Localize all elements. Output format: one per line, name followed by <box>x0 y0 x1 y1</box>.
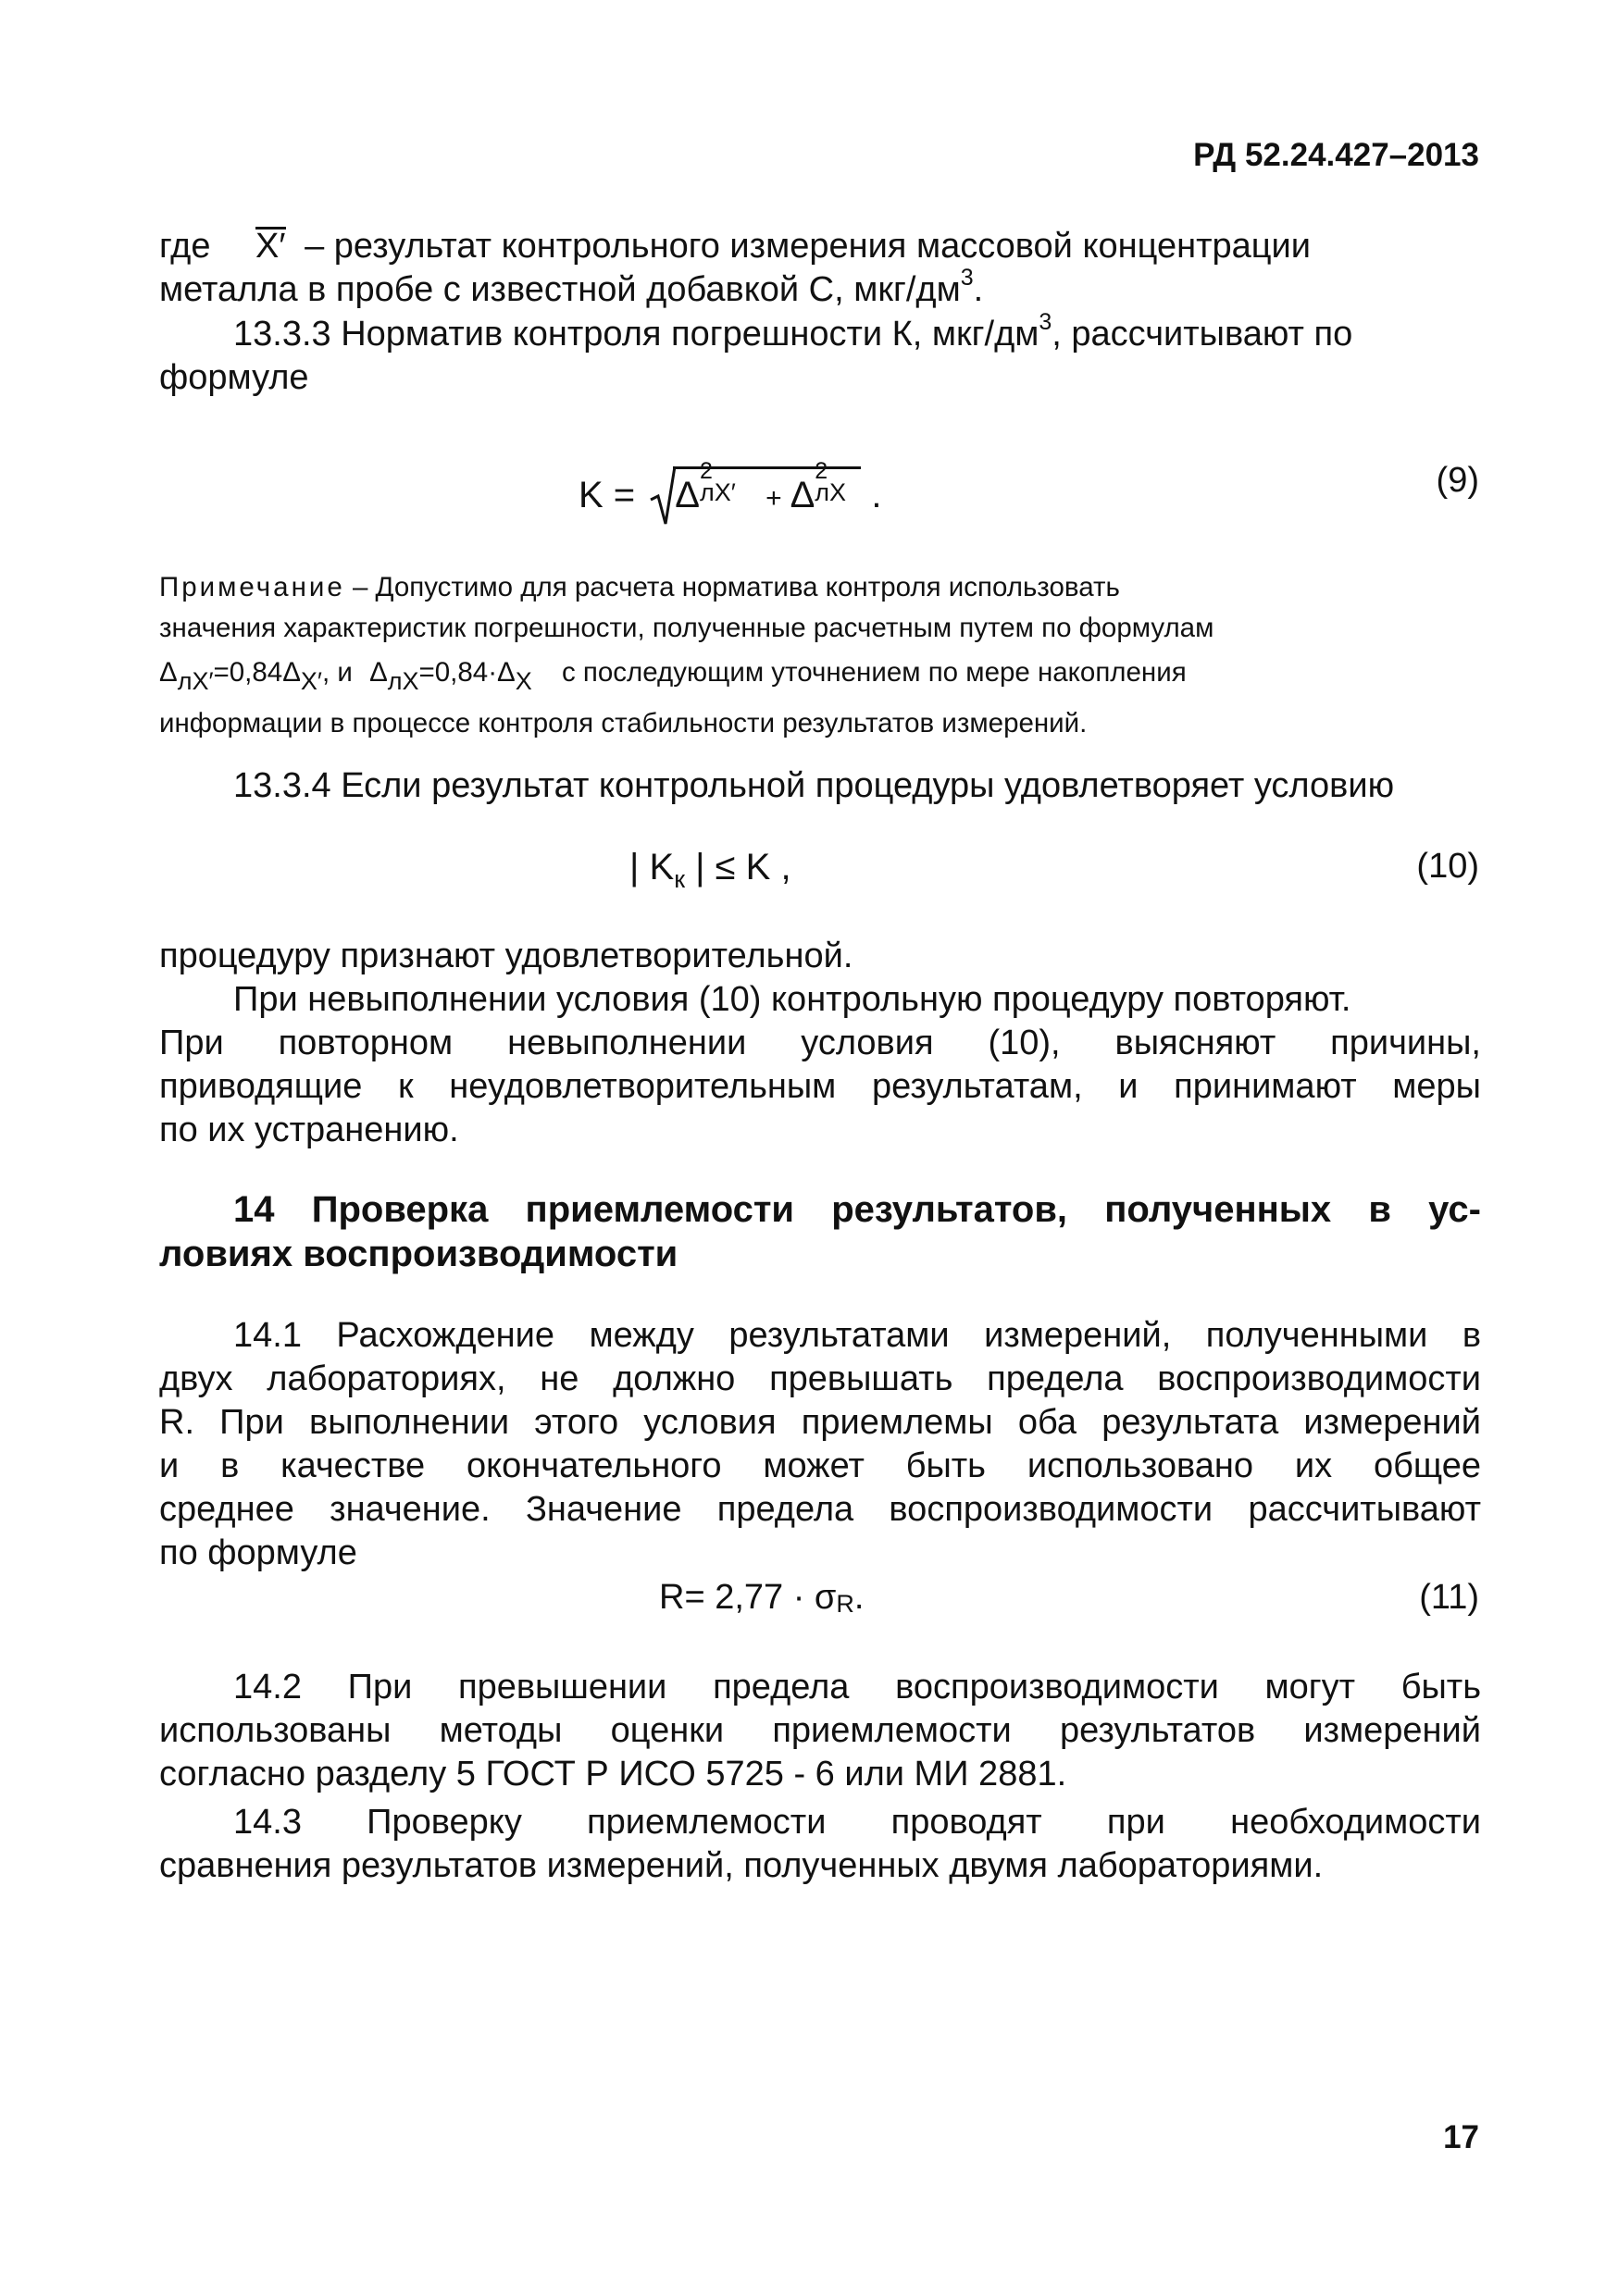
section-14-heading-line-2: ловиях воспроизводимости <box>159 1234 678 1274</box>
p141-line-5: среднее значение. Значение предела воспроизводимости рассчитывают <box>159 1490 1481 1529</box>
delta-lx-prime-subscript: лX′ <box>700 478 736 506</box>
formula-9 <box>579 458 882 537</box>
p1333-text-a: 13.3.3 Норматив контроля погрешности К, мкг/дм <box>233 315 1039 354</box>
where-prefix: где <box>159 227 211 266</box>
p142-line-3: согласно разделу 5 ГОСТ Р ИСО 5725 - 6 или МИ 2881. <box>159 1755 1067 1793</box>
accept-line-2: При невыполнении условия (10) контрольную процедуру повторяют. <box>233 980 1351 1019</box>
where-definition: – результат контрольного измерения массовой концентрации <box>305 227 1311 266</box>
formula-11-end: . <box>853 1578 865 1617</box>
note-delta-2-subscript: лX <box>387 667 419 695</box>
note-line-4: информации в процессе контроля стабильности результатов измерений. <box>159 708 1088 738</box>
formula-10-rest: | ≤ K , <box>685 847 791 887</box>
note-line-2: значения характеристик погрешности, полученные расчетным путем по формулам <box>159 613 1214 643</box>
equation-number-9: (9) <box>1436 461 1479 500</box>
paragraph-13-3-3-line-1 <box>233 309 1353 360</box>
plus-sign: + <box>765 483 782 514</box>
p143-line-1: 14.3 Проверку приемлемости проводят при необходимости <box>233 1803 1481 1842</box>
p141-line-6: по формуле <box>159 1533 357 1572</box>
note-line3-text: с последующим уточнением по мере накопления <box>561 657 1187 688</box>
p143-line-2: сравнения результатов измерений, полученных двумя лабораториями. <box>159 1846 1324 1885</box>
note-delta-1: Δ <box>159 657 178 688</box>
note-delta-2: Δ <box>369 657 388 688</box>
where-clause-line-2 <box>159 265 984 316</box>
formula-10-expr: | K <box>629 847 675 887</box>
p141-line-4: и в качестве окончательного может быть использовано их общее <box>159 1446 1481 1485</box>
p1333-text-b: , рассчитывают по <box>1052 315 1353 354</box>
unit-exponent: 3 <box>960 265 974 291</box>
p141-line-2: двух лабораториях, не должно превышать предела воспроизводимости <box>159 1359 1481 1398</box>
delta-lx-power: 2 <box>815 458 828 484</box>
accept-line-3: При повторном невыполнении условия (10), выясняют причины, <box>159 1024 1481 1062</box>
note-line-1 <box>159 565 1481 610</box>
p141-line-1: 14.1 Расхождение между результатами измерений, полученными в <box>233 1316 1481 1355</box>
note-formula-2: =0,84·Δ <box>418 657 516 688</box>
formula-9-lhs: K = <box>579 475 636 515</box>
delta-lx: Δ <box>790 475 815 515</box>
document-code: РД 52.24.427–2013 <box>1193 137 1479 173</box>
note-conjunction: , и <box>321 657 353 688</box>
note-line-3 <box>159 650 1481 696</box>
paragraph-13-3-3-line-2: формуле <box>159 358 309 397</box>
formula-11-subscript: R <box>836 1590 854 1618</box>
page-number: 17 <box>1443 2119 1479 2155</box>
note-formula-1-subscript: X′ <box>300 667 322 695</box>
where-line2-end: . <box>973 270 984 309</box>
formula-9-end: . <box>871 475 882 515</box>
delta-lx-prime: Δ <box>675 475 700 515</box>
note-label: Примечание <box>159 572 345 602</box>
delta-lx-prime-power: 2 <box>700 458 713 484</box>
p142-line-2: использованы методы оценки приемлемости результатов измерений <box>159 1711 1481 1750</box>
delta-lx-subscript: лX <box>815 478 847 506</box>
formula-11 <box>659 1578 864 1618</box>
equation-number-11: (11) <box>1419 1578 1479 1617</box>
note-formula-1: =0,84Δ <box>213 657 301 688</box>
note-formula-2-subscript: X <box>515 667 532 695</box>
sqrt-radicand <box>673 458 861 516</box>
formula-10-subscript: к <box>674 865 685 893</box>
formula-10 <box>629 847 791 893</box>
x-prime-symbol: X′ <box>255 227 286 266</box>
formula-11-expr: R= 2,77 · σ <box>659 1578 837 1617</box>
where-line2-text: металла в пробе с известной добавкой С, мкг/дм <box>159 270 961 309</box>
accept-line-1: процедуру признают удовлетворительной. <box>159 937 853 975</box>
accept-line-4: приводящие к неудовлетворительным результатам, и принимают меры <box>159 1067 1481 1106</box>
unit-exponent: 3 <box>1039 309 1052 335</box>
note-line1-text: – Допустимо для расчета норматива контроля использовать <box>352 572 1120 602</box>
accept-line-5: по их устранению. <box>159 1111 459 1149</box>
equation-number-10: (10) <box>1416 847 1479 886</box>
p142-line-1: 14.2 При превышении предела воспроизводимости могут быть <box>233 1668 1481 1706</box>
note-delta-1-subscript: лX′ <box>177 667 214 695</box>
section-14-heading-line-1: 14 Проверка приемлемости результатов, полученных в ус- <box>233 1189 1481 1230</box>
where-clause-line-1 <box>159 225 1478 268</box>
p141-line-3: R. При выполнении этого условия приемлемы оба результата измерений <box>159 1403 1481 1442</box>
paragraph-13-3-4: 13.3.4 Если результат контрольной процедуры удовлетворяет условию <box>233 766 1395 805</box>
